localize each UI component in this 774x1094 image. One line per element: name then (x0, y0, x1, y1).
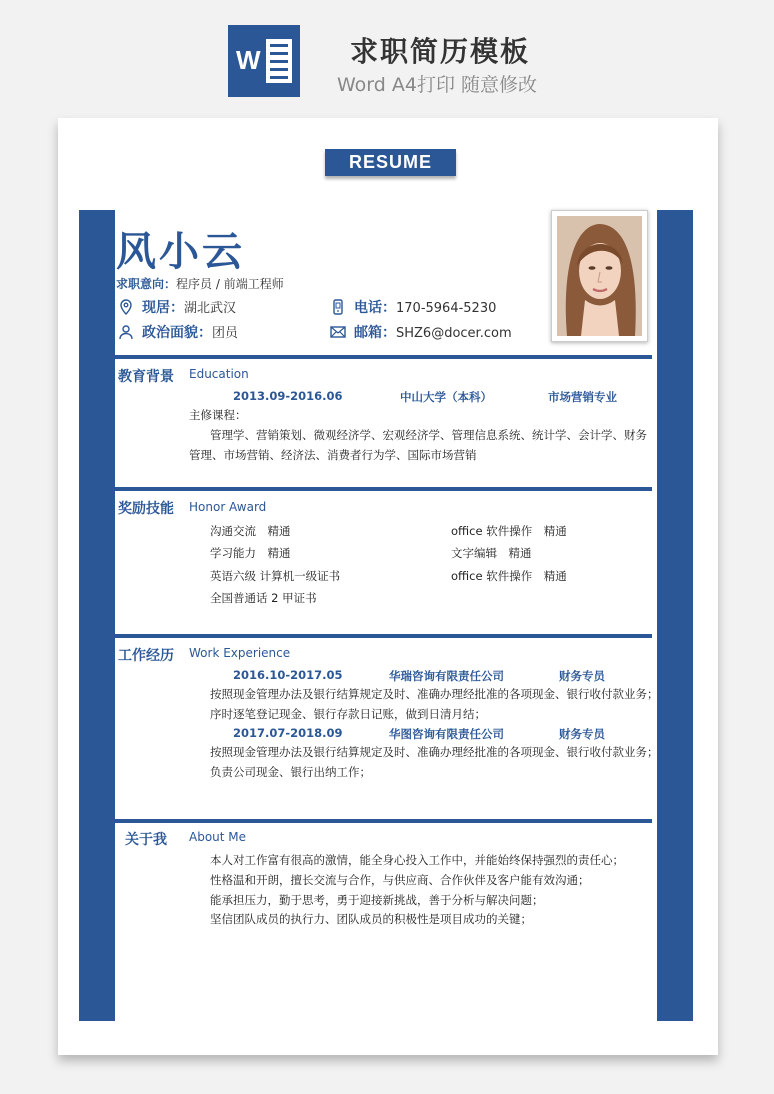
envelope-icon (330, 324, 346, 340)
job-intent: 求职意向：程序员 / 前端工程师 (116, 277, 284, 291)
banner-subtitle: Word A4打印 随意修改 (336, 74, 537, 96)
right-decor-bar (657, 210, 693, 1021)
edu-period: 2013.09-2016.06 (233, 389, 343, 403)
job-position: 财务专员 (559, 669, 605, 683)
location-info: 现居：湖北武汉 (118, 297, 236, 317)
job-desc: 按照现金管理办法及银行结算规定及时、准确办理经批准的各项现金、银行收付款业务； (210, 687, 659, 701)
edu-courses-line1: 管理学、营销策划、微观经济学、宏观经济学、管理信息系统、统计学、会计学、财务 (210, 428, 647, 442)
about-line: 能承担压力，勤于思考，勇于迎接新挑战，善于分析与解决问题； (210, 893, 544, 907)
edu-major: 市场营销专业 (548, 390, 617, 404)
about-line: 本人对工作富有很高的激情，能全身心投入工作中，并能始终保持强烈的责任心； (210, 853, 624, 867)
work-title: 工作经历 (118, 648, 174, 664)
honor-item: 学习能力 精通 (210, 546, 291, 560)
email-info: 邮箱：SHZ6@docer.com (330, 322, 512, 342)
work-divider (115, 634, 652, 638)
location-pin-icon (118, 299, 134, 315)
about-title-en: About Me (189, 830, 247, 844)
about-line: 坚信团队成员的执行力、团队成员的积极性是项目成功的关键； (210, 912, 532, 926)
edu-school: 中山大学（本科） (400, 390, 492, 404)
politics-info: 政治面貌：团员 (118, 322, 238, 342)
portrait-photo (557, 216, 642, 336)
phone-info: 电话：170-5964-5230 (330, 297, 496, 317)
honor-item: 全国普通话 2 甲证书 (210, 591, 317, 605)
job-company: 华图咨询有限责任公司 (389, 727, 504, 741)
edu-courses-label: 主修课程： (189, 408, 247, 422)
phone-icon (330, 299, 346, 315)
resume-tag: RESUME (325, 149, 456, 176)
honor-item: office 软件操作 精通 (451, 524, 567, 538)
left-decor-bar (79, 210, 115, 1021)
job-desc: 负责公司现金、银行出纳工作； (210, 765, 371, 779)
honor-title-en: Honor Award (189, 500, 267, 514)
person-icon (118, 324, 134, 340)
work-title-en: Work Experience (189, 646, 291, 660)
resume-paper (58, 118, 718, 1055)
job-desc: 按照现金管理办法及银行结算规定及时、准确办理经批准的各项现金、银行收付款业务； (210, 745, 659, 759)
education-title: 教育背景 (118, 369, 174, 385)
job-period: 2016.10-2017.05 (233, 668, 343, 682)
job-period: 2017.07-2018.09 (233, 726, 343, 740)
honor-item: 英语六级 计算机一级证书 (210, 569, 341, 583)
about-line: 性格温和开朗，擅长交流与合作，与供应商、合作伙伴及客户能有效沟通； (210, 873, 590, 887)
photo-frame (551, 210, 648, 342)
honor-title: 奖励技能 (118, 501, 174, 517)
honor-item: 沟通交流 精通 (210, 524, 291, 538)
education-title-en: Education (189, 367, 249, 381)
job-desc: 序时逐笔登记现金、银行存款日记账，做到日清月结； (210, 707, 486, 721)
candidate-name: 风小云 (116, 229, 245, 275)
education-divider (115, 355, 652, 359)
honor-divider (115, 487, 652, 491)
job-position: 财务专员 (559, 727, 605, 741)
honor-item: office 软件操作 精通 (451, 569, 567, 583)
about-divider (115, 819, 652, 823)
honor-item: 文字编辑 精通 (451, 546, 532, 560)
banner-title: 求职简历模板 (349, 35, 530, 68)
banner (0, 0, 774, 110)
about-title: 关于我 (125, 832, 167, 848)
word-logo-icon: W (228, 25, 300, 97)
job-company: 华瑞咨询有限责任公司 (389, 669, 504, 683)
edu-courses-line2: 管理、市场营销、经济法、消费者行为学、国际市场营销 (189, 448, 477, 462)
